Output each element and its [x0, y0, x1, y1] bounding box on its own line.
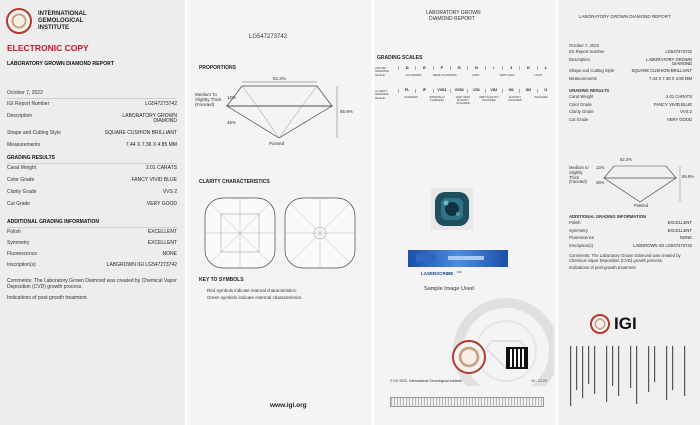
clarity-grade-description: SLIGHTLY INCLUDED	[508, 96, 522, 102]
form-code: 10 - 12.20	[531, 379, 547, 383]
right-additional-grading	[558, 221, 700, 251]
pavilion-percent: 45%	[227, 120, 237, 125]
comments: Comments: The Laboratory Grown Diamond was created by Chemical Vapor Deposition (CVD) growth process.	[7, 278, 177, 291]
right-grading-field-label: Cut Grade	[569, 116, 589, 122]
diagram-panel	[187, 0, 372, 425]
clarity-grade-cell: SI1	[502, 89, 519, 93]
report-date: October 7, 2022	[7, 90, 43, 96]
report-title: LABORATORY GROWN DIAMOND REPORT	[7, 61, 115, 67]
grading-field-value: FANCY VIVID BLUE	[131, 177, 177, 183]
right-grading-field-label: Color Grade	[569, 101, 592, 107]
right-report-field-label: IGI Report Number	[569, 49, 605, 54]
clarity-grade-cell: VS1	[467, 89, 484, 93]
right-girdle-label: Medium to Slightly Thick (Faceted)	[569, 165, 589, 185]
laserscribe-image	[408, 250, 508, 267]
right-additional-field-label: Inscription(s)	[569, 242, 593, 248]
color-grade-cell: K	[519, 66, 536, 70]
igi-seal-logo	[6, 8, 32, 34]
website-link[interactable]: www.igi.org	[270, 402, 307, 409]
clarity-grade-cell: VVS1	[433, 89, 450, 93]
clarity-grade-cell: FL	[398, 89, 415, 93]
right-report-field-label: Description	[569, 56, 590, 62]
right-proportions-diagram	[588, 158, 698, 206]
laserscribe-sm: SM	[457, 270, 462, 274]
right-grading-field-label: Clarity Grade	[569, 109, 594, 114]
right-grading-field-value: VERY GOOD	[666, 116, 692, 122]
grading-results	[0, 166, 185, 216]
right-grading-field-label: Carat Weight	[569, 94, 594, 99]
report-field-value: 7.44 X 7.36 X 4.85 MM	[125, 142, 177, 148]
right-additional-title: ADDITIONAL GRADING INFORMATION	[569, 214, 647, 219]
right-additional-field-label: Symmetry	[569, 227, 588, 233]
grading-scales-title: GRADING SCALES	[377, 55, 423, 61]
additional-field-value: EXCELLENT	[147, 229, 177, 235]
right-report-field-value: SQUARE CUSHION BRILLIANT	[631, 68, 692, 73]
right-header: LABORATORY GROWN DIAMOND REPORT	[579, 14, 671, 19]
additional-field-label: Inscription(s)	[7, 262, 36, 268]
color-grade-description: NEAR COLORLESS	[432, 74, 457, 77]
grading-field-value: VERY GOOD	[146, 201, 177, 207]
clarity-grade-description: VERY VERY SLIGHTLY INCLUDED	[455, 96, 471, 105]
right-depth-percent: 65.9%	[682, 174, 694, 179]
clarity-grade-cell: SI2	[519, 89, 536, 93]
clarity-grade-cell: IF	[415, 89, 432, 93]
key-to-symbols-title: KEY TO SYMBOLS	[199, 277, 244, 283]
right-grading-field-value: 2.01 CARATS	[666, 94, 692, 99]
color-grade-description: VERY LIGHT	[499, 74, 515, 77]
igi-watermark	[436, 296, 554, 386]
grading-field-label: Color Grade	[7, 177, 35, 183]
right-grading-title: GRADING RESULTS	[569, 88, 610, 93]
sample-diamond-image	[431, 188, 473, 230]
clarity-grade-description: INTERNALLY FLAWLESS	[429, 96, 445, 102]
culet-label: Pointed	[269, 141, 285, 146]
right-additional-field-value: NONE	[679, 235, 692, 240]
grading-scales-panel	[374, 0, 556, 425]
grading-field-label: Carat Weight	[7, 165, 37, 171]
grading-field-label: Cut Grade	[7, 201, 31, 207]
diagram-report-number: LG547273742	[249, 34, 288, 40]
girdle-label: Medium To Slightly Thick (Faceted)	[195, 92, 222, 108]
right-culet-label: Pointed	[634, 203, 649, 208]
report-fields	[0, 102, 185, 154]
right-report-date: October 7, 2022	[569, 43, 600, 48]
table-percent: 62.3%	[273, 76, 286, 81]
electronic-copy-label: ELECTRONIC COPY	[7, 43, 89, 53]
color-scale-label: COLOR GRADING SCALE	[375, 66, 390, 77]
depth-percent: 65.9%	[340, 109, 353, 114]
laserscribe-label: LASERSCRIBE	[421, 271, 454, 276]
org-name-line1: INTERNATIONAL	[38, 11, 87, 17]
report-field-value: SQUARE CUSHION BRILLIANT	[104, 130, 177, 136]
clarity-scale-label: CLARITY GRADING SCALE	[375, 89, 390, 100]
clarity-grade-description: INCLUDED	[534, 96, 548, 99]
right-report-field-value: LABORATORY GROWN DIAMOND	[646, 56, 692, 66]
right-igi-logo: IGI	[614, 314, 637, 333]
color-grade-cell: D	[398, 66, 415, 70]
clarity-scale-descriptions	[398, 97, 554, 109]
color-grade-cell: I	[485, 66, 502, 70]
right-report-field-label: Shape and Cutting Style	[569, 68, 615, 73]
right-additional-field-value: EXCELLENT	[667, 227, 692, 233]
clarity-grade-description: VERY SLIGHTLY INCLUDED	[478, 96, 500, 102]
right-grading-field-value: FANCY VIVID BLUE	[653, 101, 692, 107]
right-rotated-text-block	[566, 340, 694, 418]
grading-field-label: Clarity Grade	[7, 189, 37, 195]
clarity-scale-grades	[398, 89, 554, 97]
right-report-field-label: Measurements	[569, 75, 597, 81]
report-field-label: Shape and Cutting Style	[7, 130, 61, 136]
right-additional-field-label: Polish	[569, 220, 581, 225]
right-report-field-value: LG547273742	[665, 49, 692, 54]
additional-grading-title: ADDITIONAL GRADING INFORMATION	[7, 219, 100, 225]
right-report-fields	[558, 50, 700, 86]
additional-field-value: EXCELLENT	[147, 240, 177, 246]
report-field-label: IGI Report Number	[7, 101, 50, 107]
additional-field-label: Polish	[7, 229, 21, 235]
copyright: © IGI 2020, International Gemological Institute	[390, 379, 462, 383]
color-grade-description: FAINT	[472, 74, 480, 77]
left-report-panel	[0, 0, 185, 425]
grading-field-value: VVS 2	[162, 189, 177, 195]
mid-header-line1: LABORATORY GROWN	[426, 10, 481, 16]
right-additional-field-label: Fluorescence	[569, 235, 595, 240]
mid-header-line2: DIAMOND REPORT	[429, 16, 475, 22]
grading-field-value: 2.01 CARATS	[145, 165, 177, 171]
clarity-grade-cell: VS2	[485, 89, 502, 93]
right-crown-percent: 12%	[596, 165, 605, 170]
additional-field-label: Fluorescence	[7, 251, 38, 257]
right-igi-seal	[590, 314, 610, 334]
proportions-title: PROPORTIONS	[199, 65, 236, 71]
color-grade-description: LIGHT	[534, 74, 543, 77]
additional-field-value: NONE	[162, 251, 177, 257]
color-grade-cell: L	[537, 66, 554, 70]
clarity-grade-cell: I1	[537, 89, 554, 93]
org-name-line3: INSTITUTE	[38, 25, 69, 31]
key-red-text: Red symbols indicate internal characteristics.	[207, 288, 298, 293]
right-grading-field-value: VVS 2	[680, 109, 692, 114]
color-grade-cell: F	[433, 66, 450, 70]
right-additional-field-value: EXCELLENT	[667, 220, 692, 225]
report-field-label: Measurements	[7, 142, 41, 148]
clarity-grade-description: FLAWLESS	[404, 96, 418, 99]
additional-field-value: LABGROWN IGI LG547273742	[106, 262, 177, 268]
right-comments-line2: Indications of post-growth treatment.	[569, 265, 637, 270]
right-comments: Comments: The Laboratory Grown Diamond was created by Chemical Vapor Deposition (CVD) growth process.	[569, 253, 681, 264]
additional-field-label: Symmetry	[7, 240, 30, 246]
right-report-field-value: 7.44 X 7.36 X 4.85 MM	[649, 75, 692, 81]
report-field-label: Description	[7, 113, 33, 119]
color-grade-cell: G	[450, 66, 467, 70]
right-grading-results	[558, 95, 700, 125]
sample-image-caption: Sample Image Used	[424, 286, 474, 292]
report-field-value: LABORATORY GROWN DIAMOND	[122, 113, 177, 125]
right-pavilion-percent: 45%	[596, 180, 605, 185]
clarity-grade-cell: VVS2	[450, 89, 467, 93]
report-field-value: LG547273742	[145, 101, 177, 107]
igi-seal-stamp	[452, 340, 486, 374]
qr-code[interactable]	[506, 347, 528, 369]
org-name-line2: GEMOLOGICAL	[38, 18, 84, 24]
color-scale-grades	[398, 66, 554, 74]
right-additional-field-value: LABGROWN IGI LG547273742	[633, 242, 692, 248]
color-grade-cell: E	[415, 66, 432, 70]
clarity-plot-diagram	[201, 194, 361, 272]
color-grade-description: COLORLESS	[405, 74, 422, 77]
key-green-text: Green symbols indicate external characteristics.	[207, 295, 303, 300]
security-strip	[390, 397, 544, 407]
right-report-panel	[558, 0, 700, 425]
color-grade-cell: H	[467, 66, 484, 70]
clarity-characteristics-title: CLARITY CHARACTERISTICS	[199, 179, 270, 185]
color-grade-cell: J	[502, 66, 519, 70]
right-table-percent: 62.3%	[620, 157, 632, 162]
comments-line2: Indications of post-growth treatment.	[7, 295, 88, 301]
additional-grading	[0, 230, 185, 276]
grading-results-title: GRADING RESULTS	[7, 155, 55, 161]
color-scale-descriptions	[398, 75, 554, 85]
crown-percent: 12%	[227, 95, 237, 100]
